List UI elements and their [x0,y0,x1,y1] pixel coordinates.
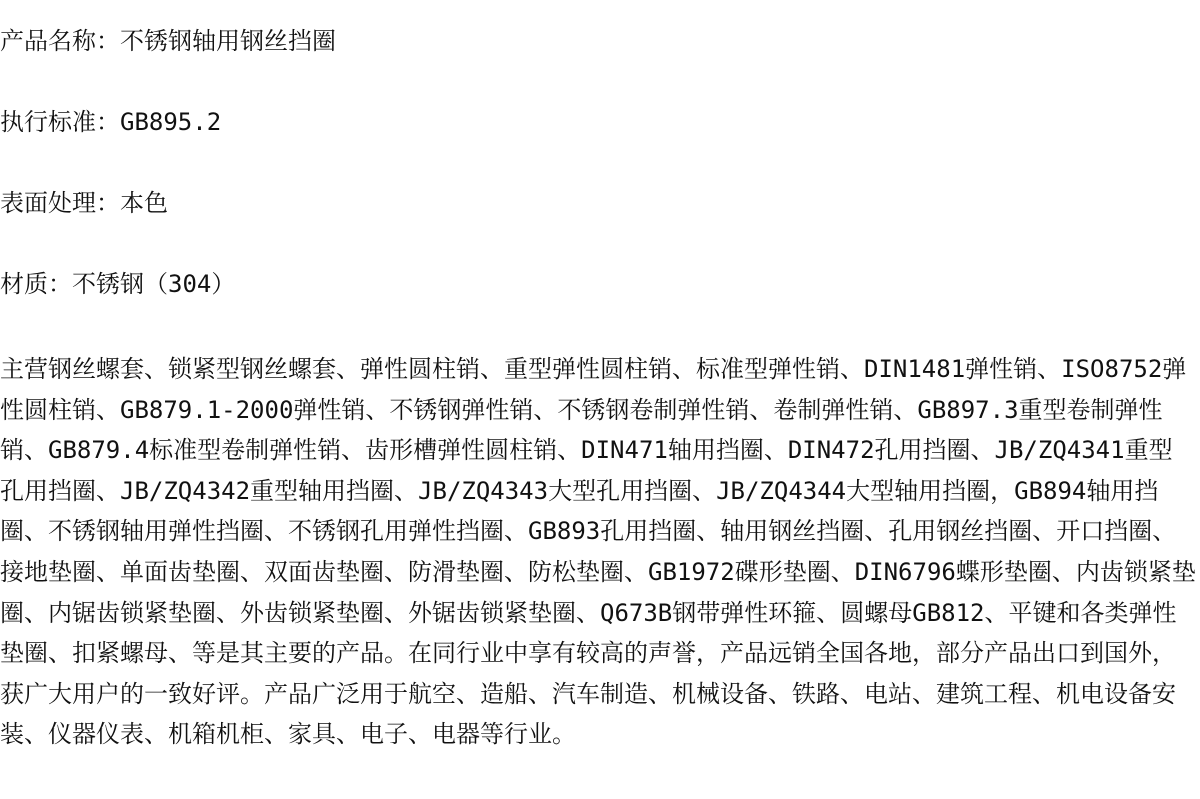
standard-row [0,105,221,139]
surface-treatment-label: 表面处理： [0,189,120,217]
material-label: 材质： [0,270,72,298]
product-name-label: 产品名称： [0,27,120,55]
surface-treatment-row [0,186,168,220]
product-name-value: 不锈钢轴用钢丝挡圈 [120,27,336,55]
standard-value: GB895.2 [120,108,222,136]
product-description: 主营钢丝螺套、锁紧型钢丝螺套、弹性圆柱销、重型弹性圆柱销、标准型弹性销、DIN1481弹性销、ISO8752弹性圆柱销、GB879.1-2000弹性销、不锈钢弹性销、不锈钢卷制弹性销、卷制弹性销、GB897.3重型卷制弹性销、GB879.4标准型卷制弹性销、齿形槽弹性圆柱销、DIN471轴用挡圈、DIN472孔用挡圈、JB/ZQ4341重型孔用挡圈、JB/ZQ4342重型轴用挡圈、JB/ZQ4343大型孔用挡圈、JB/ZQ4344大型轴用挡圈，GB894轴用挡圈、不锈钢轴用弹性挡圈、不锈钢孔用弹性挡圈、GB893孔用挡圈、轴用钢丝挡圈、孔用钢丝挡圈、开口挡圈、接地垫圈、单面齿垫圈、双面齿垫圈、防滑垫圈、防松垫圈、GB1972碟形垫圈、DIN6796蝶形垫圈、内齿锁紧垫圈、内锯齿锁紧垫圈、外齿锁紧垫圈、外锯齿锁紧垫圈、Q673B钢带弹性环箍、圆螺母GB812、平键和各类弹性垫圈、扣紧螺母、等是其主要的产品。在同行业中享有较高的声誉，产品远销全国各地，部分产品出口到国外，获广大用户的一致好评。产品广泛用于航空、造船、汽车制造、机械设备、铁路、电站、建筑工程、机电设备安装、仪器仪表、机箱机柜、家具、电子、电器等行业。 [0,355,1196,749]
material-row [0,267,235,301]
standard-label: 执行标准： [0,108,120,136]
product-name-row [0,24,336,58]
surface-treatment-value: 本色 [120,189,168,217]
material-value: 不锈钢（304） [72,270,236,298]
